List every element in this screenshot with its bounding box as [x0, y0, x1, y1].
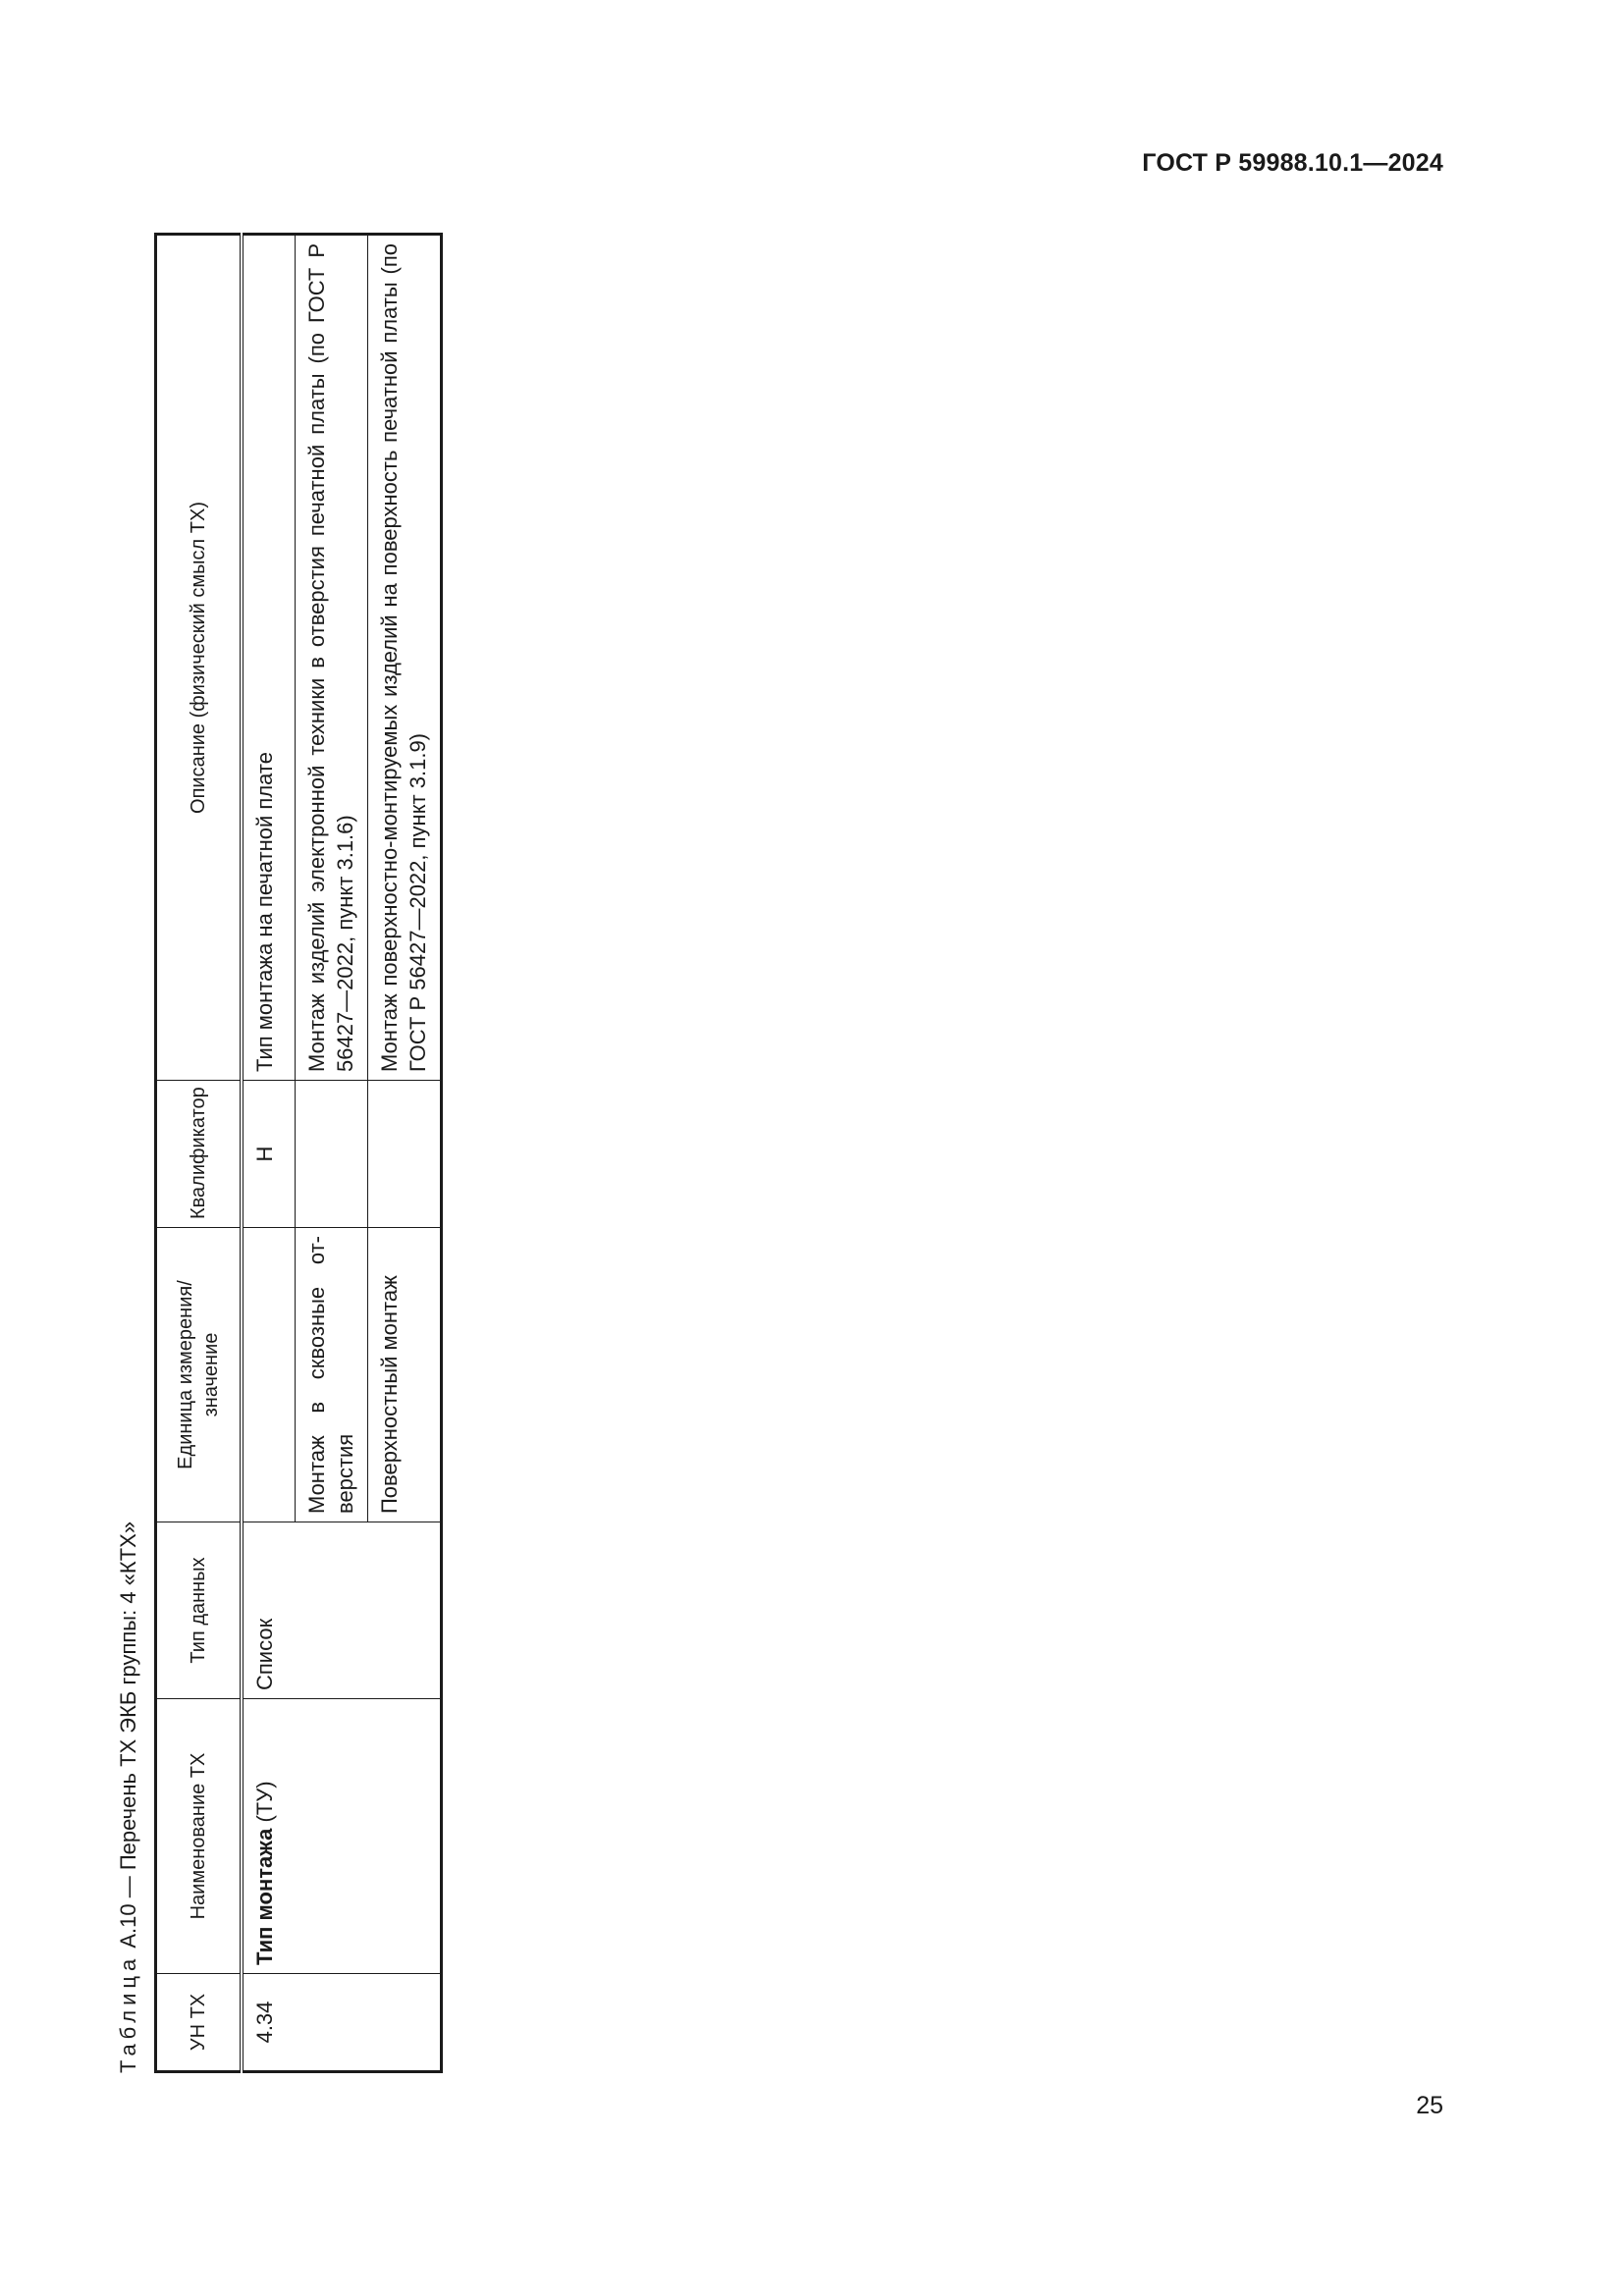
unit-cell: Монтаж в сквозные отверстия: [296, 1228, 368, 1522]
rotated-table-block: [111, 233, 442, 2073]
table-header-row: [156, 235, 243, 2072]
page-number: 25: [1416, 2092, 1443, 2119]
type-cell: [296, 1522, 368, 1699]
description-cell: Монтаж изделий электронной техники в отверстия печатной платы (по ГОСТ Р 56427—2022, пункт 3.1.6): [296, 235, 368, 1081]
table-row: [242, 235, 296, 2072]
table-caption: [111, 1522, 146, 2073]
un-cell: 4.34: [242, 1974, 442, 2072]
caption-text: А.10 — Перечень ТХ ЭКБ группы: 4 «КТХ»: [116, 1521, 140, 1954]
column-header: Квалификатор: [156, 1081, 243, 1228]
description-cell: Тип монтажа на печатной плате: [242, 235, 296, 1081]
qualifier-cell: [296, 1081, 368, 1228]
column-header: Единица измерения/ значение: [156, 1228, 243, 1522]
column-header: Тип данных: [156, 1522, 243, 1699]
unit-cell: Поверхностный монтаж: [368, 1228, 442, 1522]
column-header: УН ТХ: [156, 1974, 243, 2072]
name-bold: Тип монтажа: [252, 1828, 277, 1965]
qualifier-cell: [368, 1081, 442, 1228]
characteristics-table: [154, 233, 443, 2073]
column-header: Наименование ТХ: [156, 1699, 243, 1974]
qualifier-cell: Н: [242, 1081, 296, 1228]
description-cell: Монтаж поверхностно-монтируемых изделий на поверхность печатной платы (по ГОСТ Р 56427—2022, пункт 3.1.9): [368, 235, 442, 1081]
type-cell: [368, 1522, 442, 1699]
name-rest: (ТУ): [252, 1781, 277, 1829]
type-cell: Список: [242, 1522, 296, 1699]
name-cell: [242, 1699, 442, 1974]
column-header: Описание (физический смысл ТХ): [156, 235, 243, 1081]
document-header: ГОСТ Р 59988.10.1—2024: [1142, 149, 1443, 177]
caption-prefix: Таблица: [116, 1953, 140, 2073]
unit-cell: [242, 1228, 296, 1522]
